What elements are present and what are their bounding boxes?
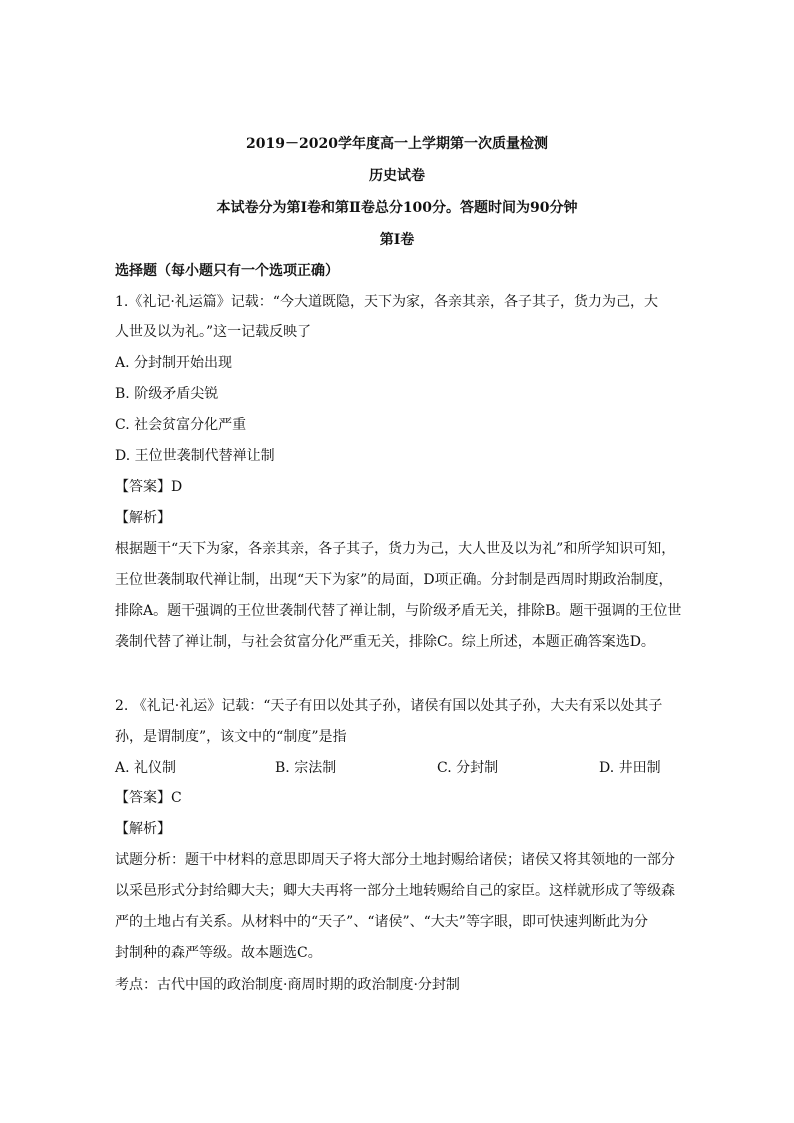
q2-analysis-label: 【解析】 [115,821,171,837]
q2-options-row [115,758,687,778]
q2-option-b: B. 宗法制 [275,760,337,776]
q2-analysis-line-4: 封制种的森严等级。故本题选C。 [115,945,322,961]
part-title: 选择题（每小题只有一个选项正确） [115,263,339,279]
q1-stem-line-2: 人世及以为礼。”这一记载反映了 [115,324,312,340]
q1-option-c: C. 社会贫富分化严重 [115,417,247,433]
q2-option-a: A. 礼仪制 [115,760,177,776]
q1-analysis-line-3: 排除A。题干强调的王位世袭制代替了禅让制，与阶级矛盾无关，排除B。题干强调的王位世 [115,603,682,619]
q1-analysis-label: 【解析】 [115,510,171,526]
q1-analysis-line-1: 根据题干“天下为家，各亲其亲，各子其子，货力为己，大人世及以为礼”和所学知识可知， [115,541,676,557]
q1-stem-line-1: 1.《礼记·礼运篇》记载：“今大道既隐，天下为家，各亲其亲，各子其子，货力为己，大 [115,294,658,310]
q2-analysis-line-2: 以采邑形式分封给卿大夫；卿大夫再将一部分土地转赐给自己的家臣。这样就形成了等级森 [115,883,675,899]
q2-option-c: C. 分封制 [437,760,499,776]
subject-title: 历史试卷 [369,168,425,184]
exam-title: 2019－2020学年度高一上学期第一次质量检测 [246,136,548,152]
q2-option-d: D. 井田制 [599,760,661,776]
q1-option-a: A. 分封制开始出现 [115,355,233,371]
q2-analysis-line-1: 试题分析：题干中材料的意思即周天子将大部分土地封赐给诸侯；诸侯又将其领地的一部分 [115,852,675,868]
exam-info: 本试卷分为第Ⅰ卷和第Ⅱ卷总分100分。答题时间为90分钟 [216,200,578,216]
q1-analysis-line-4: 袭制代替了禅让制，与社会贫富分化严重无关，排除C。综上所述，本题正确答案选D。 [115,634,655,650]
q2-kaodian: 考点：古代中国的政治制度·商周时期的政治制度·分封制 [115,977,460,993]
q2-answer: 【答案】C [115,790,182,806]
section-title: 第Ⅰ卷 [379,232,415,248]
q2-analysis-line-3: 严的土地占有关系。从材料中的“天子”、“诸侯”、“大夫”等字眼，即可快速判断此为分 [115,914,648,930]
q1-option-b: B. 阶级矛盾尖锐 [115,386,219,402]
q2-stem-line-2: 孙，是谓制度”，该文中的“制度”是指 [115,729,347,745]
q1-option-d: D. 王位世袭制代替禅让制 [115,448,275,464]
q1-analysis-line-2: 王位世袭制取代禅让制，出现“天下为家”的局面，D项正确。分封制是西周时期政治制度， [115,572,673,588]
q2-stem-line-1: 2. 《礼记·礼运》记载：“天子有田以处其子孙，诸侯有国以处其子孙，大夫有采以处其子 [115,698,663,714]
q1-answer: 【答案】D [115,479,183,495]
